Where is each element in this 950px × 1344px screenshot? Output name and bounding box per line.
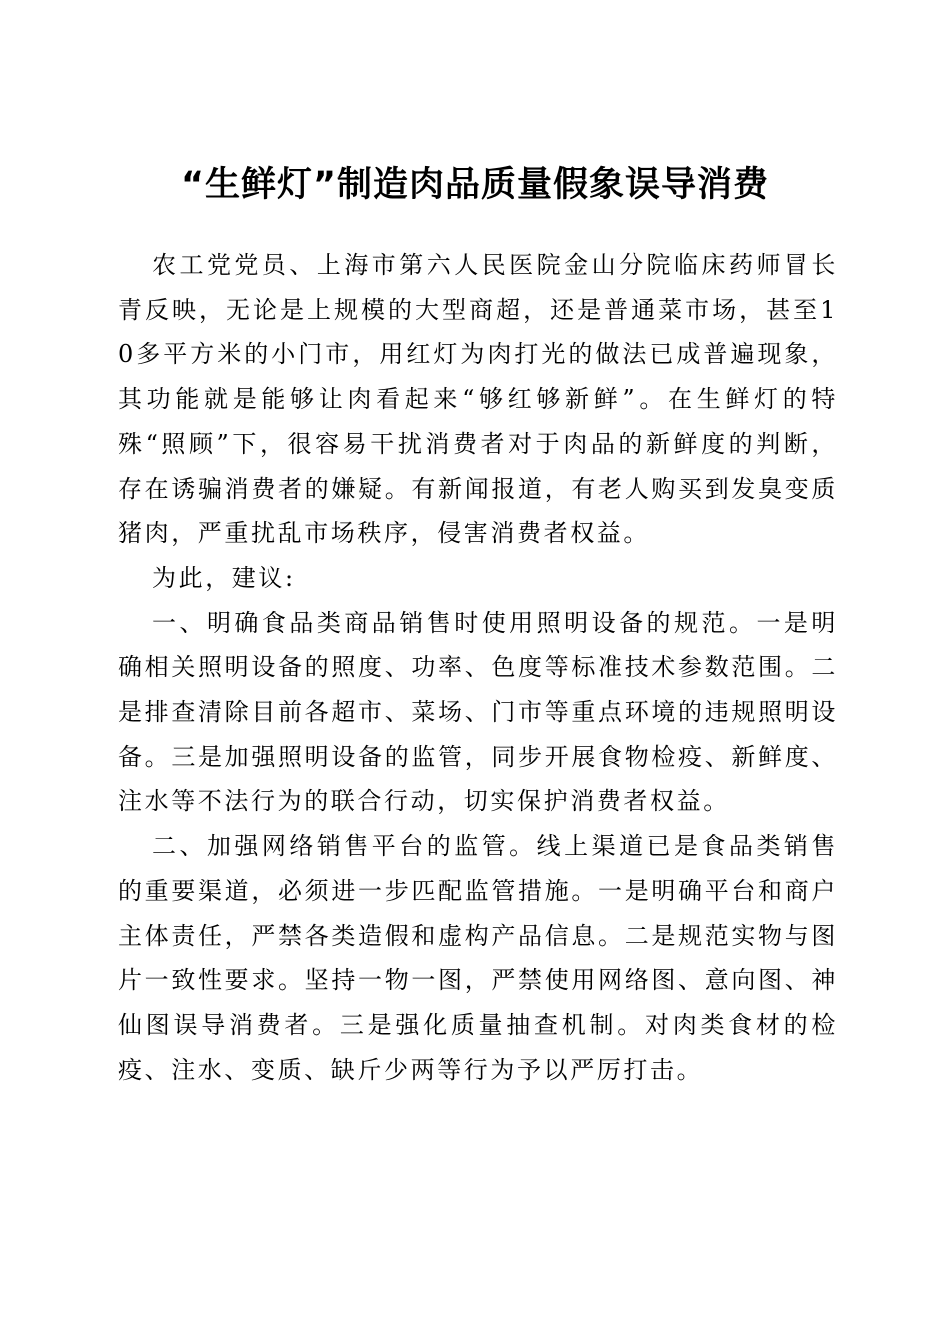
document-body — [118, 243, 838, 1092]
paragraph-proposal-lead: 为此，建议: — [152, 563, 296, 592]
document-title: “生鲜灯”制造肉品质量假象误导消费 — [180, 165, 769, 205]
paragraph-proposal-1: 一、明确食品类商品销售时使用照明设备的规范。一是明确相关照明设备的照度、功率、色度等标准技术参数范围。二是排查清除目前各超市、菜场、门市等重点环境的违规照明设备。三是加强照明设备的监管，同步开展食物检疫、新鲜度、注水等不法行为的联合行动，切实保护消费者权益。 — [118, 608, 838, 816]
paragraph-proposal-2: 二、加强网络销售平台的监管。线上渠道已是食品类销售的重要渠道，必须进一步匹配监管措施。一是明确平台和商户主体责任，严禁各类造假和虚构产品信息。二是规范实物与图片一致性要求。坚持一物一图，严禁使用网络图、意向图、神仙图误导消费者。三是强化质量抽查机制。对肉类食材的检疫、注水、变质、缺斤少两等行为予以严厉打击。 — [118, 832, 838, 1084]
paragraph-intro: 农工党党员、上海市第六人民医院金山分院临床药师冒长青反映，无论是上规模的大型商超，还是普通菜市场，甚至10多平方米的小门市，用红灯为肉打光的做法已成普遍现象，其功能就是能够让肉看起来“够红够新鲜”。在生鲜灯的特殊“照顾”下，很容易干扰消费者对于肉品的新鲜度的判断，存在诱骗消费者的嫌疑。有新闻报道，有老人购买到发臭变质猪肉，严重扰乱市场秩序，侵害消费者权益。 — [118, 251, 838, 548]
